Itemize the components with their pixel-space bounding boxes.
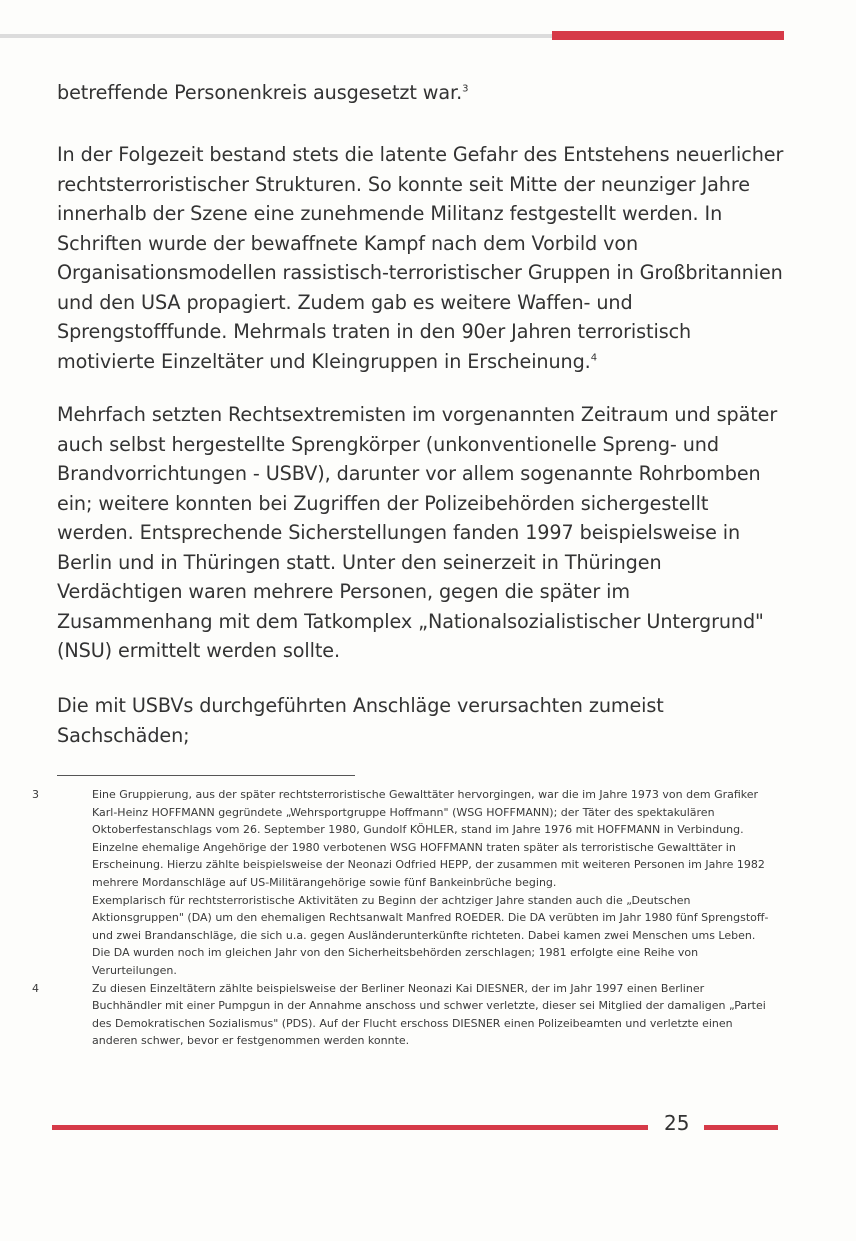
footer-rule-left bbox=[52, 1125, 648, 1130]
footnote-3 bbox=[30, 786, 770, 980]
footnote-4 bbox=[30, 980, 770, 1050]
footnote-body bbox=[92, 786, 770, 980]
footnote-paragraph: Zu diesen Einzeltätern zählte beispielsweise der Berliner Neonazi Kai DIESNER, der im Jahr 1997 einen Berliner Buchhändler mit einer Pumpgun in der Annahme anschoss und schwer verletzte, dieser sei Mitglied der damaligen „Partei des Demokratischen Sozialismus" (PDS). Auf der Flucht erschoss DIESNER einen Polizeibeamten und verletzte einen anderen schwer, bevor er festgenommen werden konnte. bbox=[92, 981, 766, 1048]
paragraph-3 bbox=[57, 400, 787, 666]
footnote-paragraph: Eine Gruppierung, aus der später rechtsterroristische Gewalttäter hervorgingen, war die im Jahre 1973 von dem Grafiker Karl-Heinz HOFFMANN gegründete „Wehrsportgruppe Hoffmann" (WSG HOFFMANN); der Täter des spektakulären Oktoberfestanschlags vom 26. September 1980, Gundolf KÖHLER, stand im Jahre 1976 mit HOFFMANN in Verbindung. Einzelne ehemalige Angehörige der 1980 verbotenen WSG HOFFMANN traten später als terroristische Gewalttäter in Erscheinung. Hierzu zählte beispielsweise der Neonazi Odfried HEPP, der zusammen mit weiteren Personen im Jahre 1982 mehrere Mordanschläge auf US-Militärangehörige sowie fünf Bankeinbrüche beging. bbox=[92, 788, 765, 889]
footnote-ref-3[interactable]: 3 bbox=[462, 83, 469, 95]
footnote-ref-4[interactable]: 4 bbox=[590, 352, 597, 364]
footnote-paragraph: Exemplarisch für rechtsterroristische Aktivitäten zu Beginn der achtziger Jahre standen auch die „Deutschen Aktionsgruppen" (DA) um den ehemaligen Rechtsanwalt Manfred ROEDER. Die DA verübten im Jahr 1980 fünf Sprengstoff- und zwei Brandanschläge, die sich u.a. gegen Ausländerunterkünfte richteten. Dabei kamen zwei Menschen ums Leben. Die DA wurden noch im gleichen Jahr von den Sicherheitsbehörden zerschlagen; 1981 erfolgte eine Reihe von Verurteilungen. bbox=[92, 893, 769, 977]
paragraph-4-text: Die mit USBVs durchgeführten Anschläge verursachten zumeist Sachschäden; bbox=[57, 694, 664, 747]
footnote-number: 3 bbox=[32, 788, 39, 801]
footnotes bbox=[30, 786, 770, 1050]
paragraph-1-text: betreffende Personenkreis ausgesetzt war. bbox=[57, 81, 463, 104]
header-rule-gray bbox=[0, 34, 552, 38]
footnote-number: 4 bbox=[32, 981, 39, 995]
paragraph-1 bbox=[57, 78, 787, 108]
footnote-divider bbox=[57, 775, 355, 776]
paragraph-3-text: Mehrfach setzten Rechtsextremisten im vorgenannten Zeitraum und später auch selbst hergestellte Sprengkörper (unkonventionelle Spreng- und Brandvorrichtungen - USBV), darunter vor allem sogenannte Rohrbomben ein; weitere konnten bei Zugriffen der Polizeibehörden sichergestellt werden. Entsprechende Sicherstellungen fanden 1997 beispielsweise in Berlin und in Thüringen statt. Unter den seinerzeit in Thüringen Verdächtigen waren mehrere Personen, gegen die später im Zusammenhang mit dem Tatkomplex „Nationalsozialistischer Untergrund" (NSU) ermittelt werden sollte. bbox=[57, 403, 778, 662]
paragraph-4 bbox=[57, 691, 787, 750]
paragraph-2-text: In der Folgezeit bestand stets die latente Gefahr des Entstehens neuerlicher rechtsterroristischer Strukturen. So konnte seit Mitte der neunziger Jahre innerhalb der Szene eine zunehmende Militanz festgestellt werden. In Schriften wurde der bewaffnete Kampf nach dem Vorbild von Organisationsmodellen rassistisch-terroristischer Gruppen in Großbritannien und den USA propagiert. Zudem gab es weitere Waffen- und Sprengstofffunde. Mehrmals traten in den 90er Jahren terroristisch motivierte Einzeltäter und Kleingruppen in Erscheinung. bbox=[57, 143, 784, 373]
paragraph-2 bbox=[57, 140, 787, 376]
page-number: 25 bbox=[664, 1111, 690, 1135]
header-rule-accent bbox=[552, 31, 784, 40]
footnote-body bbox=[92, 980, 770, 1050]
footer-rule-right bbox=[704, 1125, 778, 1130]
